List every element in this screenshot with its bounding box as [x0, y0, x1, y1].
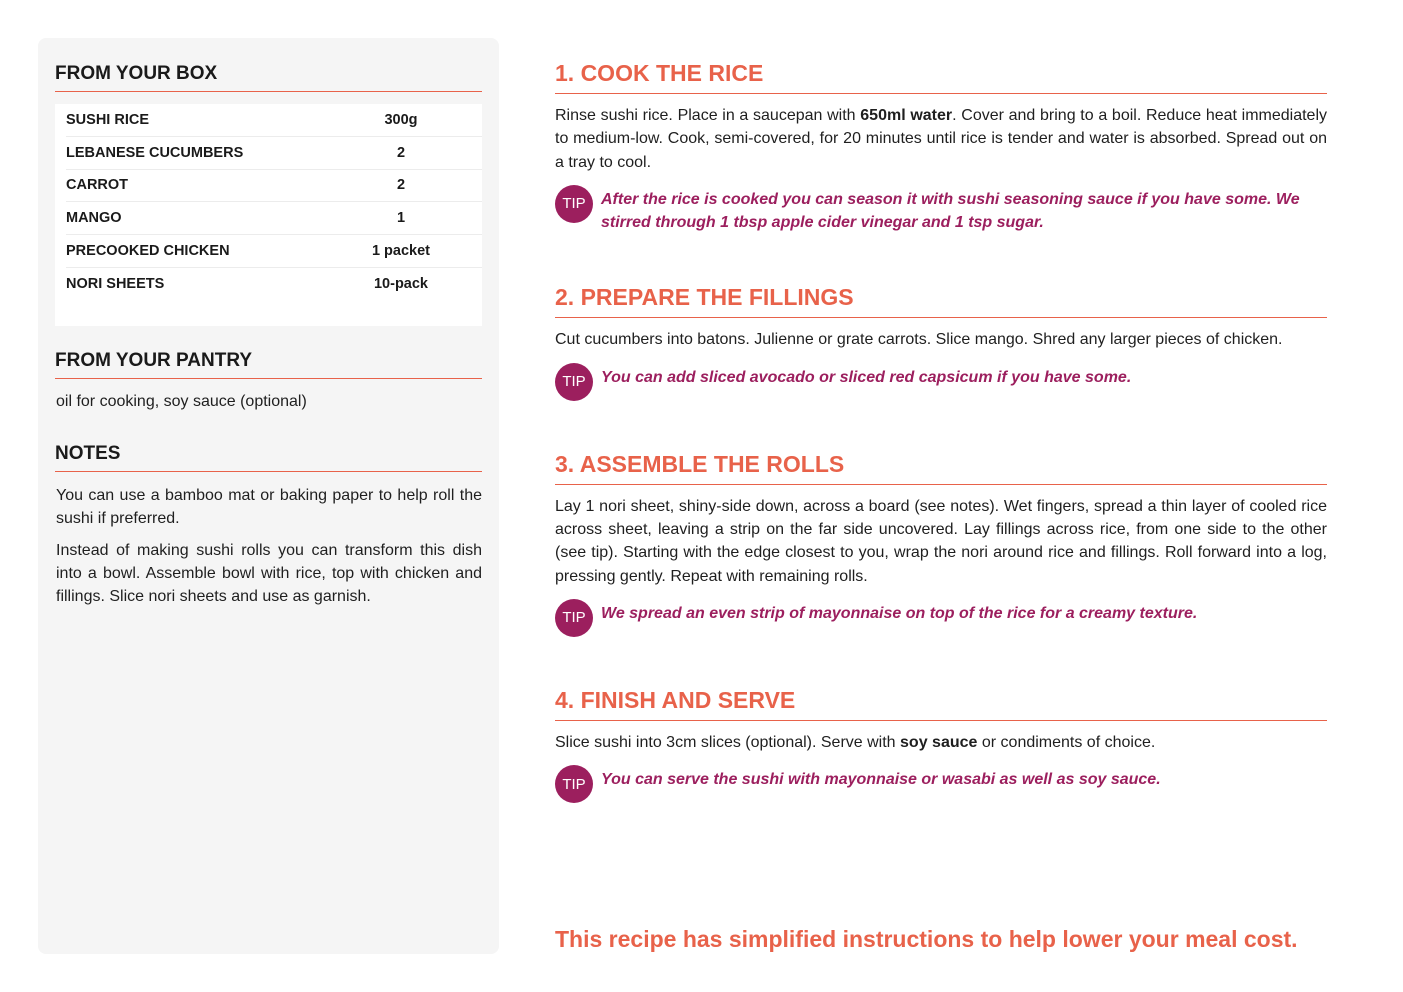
step-body	[555, 104, 1327, 174]
step-text: Rinse sushi rice. Place in a saucepan with	[555, 107, 861, 124]
tip-badge-icon: TIP	[555, 599, 593, 637]
ingredient-qty: 1 packet	[371, 243, 431, 260]
step-text: Cut cucumbers into batons. Julienne or grate carrots. Slice mango. Shred any larger pieces of chicken.	[555, 331, 1283, 349]
ingredient-qty: 10-pack	[373, 275, 428, 292]
ingredient-qty: 300g	[384, 111, 418, 128]
ingredient-name: NORI SHEETS	[66, 275, 165, 292]
tip-text: You can add sliced avocado or sliced red capsicum if you have some.	[601, 368, 1132, 386]
ingredient-name: CARROT	[66, 177, 129, 194]
notes-paragraph: Instead of making sushi rolls you can transform this dish into a bowl. Assemble bowl with rice, top with chicken and fillings. Slice nori sheets and use as garnish.	[56, 541, 482, 606]
step-1	[555, 60, 1327, 234]
table-row	[66, 104, 482, 137]
ingredient-name: MANGO	[66, 210, 122, 227]
step-body	[555, 731, 1327, 754]
table-row	[66, 137, 482, 170]
step-title: 3. ASSEMBLE THE ROLLS	[555, 451, 1327, 485]
ingredient-qty: 1	[396, 210, 406, 227]
tip	[555, 602, 1327, 637]
sidebar-panel	[38, 38, 499, 954]
step-body	[555, 328, 1327, 351]
from-your-pantry-heading: FROM YOUR PANTRY	[55, 350, 482, 379]
table-row	[66, 235, 482, 268]
from-your-box-heading: FROM YOUR BOX	[55, 63, 482, 92]
ingredient-qty: 2	[396, 177, 406, 194]
tip-text: After the rice is cooked you can season it with sushi seasoning sauce if you have some. We stirred through 1 tbsp apple cider vinegar and 1 tsp sugar.	[601, 190, 1300, 232]
step-text: or condiments of choice.	[977, 733, 1156, 751]
tip	[555, 768, 1327, 803]
method-steps	[555, 60, 1327, 803]
ingredients-table	[55, 104, 482, 326]
step-3	[555, 451, 1327, 637]
tip-text: We spread an even strip of mayonnaise on top of the rice for a creamy texture.	[601, 604, 1198, 622]
tip-badge-icon: TIP	[555, 363, 593, 401]
tip-badge-icon: TIP	[555, 765, 593, 803]
footer-note: This recipe has simplified instructions to help lower your meal cost.	[555, 926, 1298, 952]
step-body	[555, 495, 1327, 588]
step-text: . Cover and bring to a boil. Reduce heat immediately to medium-low. Cook, semi-covered, for 20 minutes until rice is tender and water is absorbed. Spread out on a tray to cool.	[555, 107, 1328, 171]
table-row	[66, 202, 482, 235]
notes-heading: NOTES	[55, 443, 482, 472]
table-row	[66, 170, 482, 203]
ingredient-qty: 2	[396, 144, 406, 161]
step-title: 1. COOK THE RICE	[555, 60, 1327, 94]
notes-paragraph: You can use a bamboo mat or baking paper to help roll the sushi if preferred.	[56, 487, 482, 528]
tip-badge-icon: TIP	[555, 185, 593, 223]
step-title: 4. FINISH AND SERVE	[555, 687, 1327, 721]
step-text-bold: soy sauce	[900, 733, 978, 751]
table-row	[66, 268, 482, 300]
tip	[555, 366, 1327, 401]
step-text: Slice sushi into 3cm slices (optional). Serve with	[555, 733, 901, 751]
step-title: 2. PREPARE THE FILLINGS	[555, 284, 1327, 318]
pantry-text: oil for cooking, soy sauce (optional)	[56, 393, 307, 410]
step-text: Lay 1 nori sheet, shiny-side down, across a board (see notes). Wet fingers, spread a thin layer of cooled rice across sheet, leaving a strip on the far side uncovered. Lay fillings across rice, from one side to the other (see tip). Starting with the edge closest to you, wrap the nori around rice and fillings. Roll forward into a log, pressing gently. Repeat with remaining rolls.	[555, 497, 1327, 585]
step-text-bold: 650ml water	[860, 107, 953, 124]
tip-text: You can serve the sushi with mayonnaise or wasabi as well as soy sauce.	[601, 771, 1161, 789]
ingredient-name: LEBANESE CUCUMBERS	[66, 144, 244, 161]
step-4	[555, 687, 1327, 803]
ingredient-name: SUSHI RICE	[66, 111, 149, 128]
ingredient-name: PRECOOKED CHICKEN	[66, 243, 230, 260]
step-2	[555, 284, 1327, 400]
tip	[555, 188, 1327, 235]
notes-body	[55, 484, 482, 608]
